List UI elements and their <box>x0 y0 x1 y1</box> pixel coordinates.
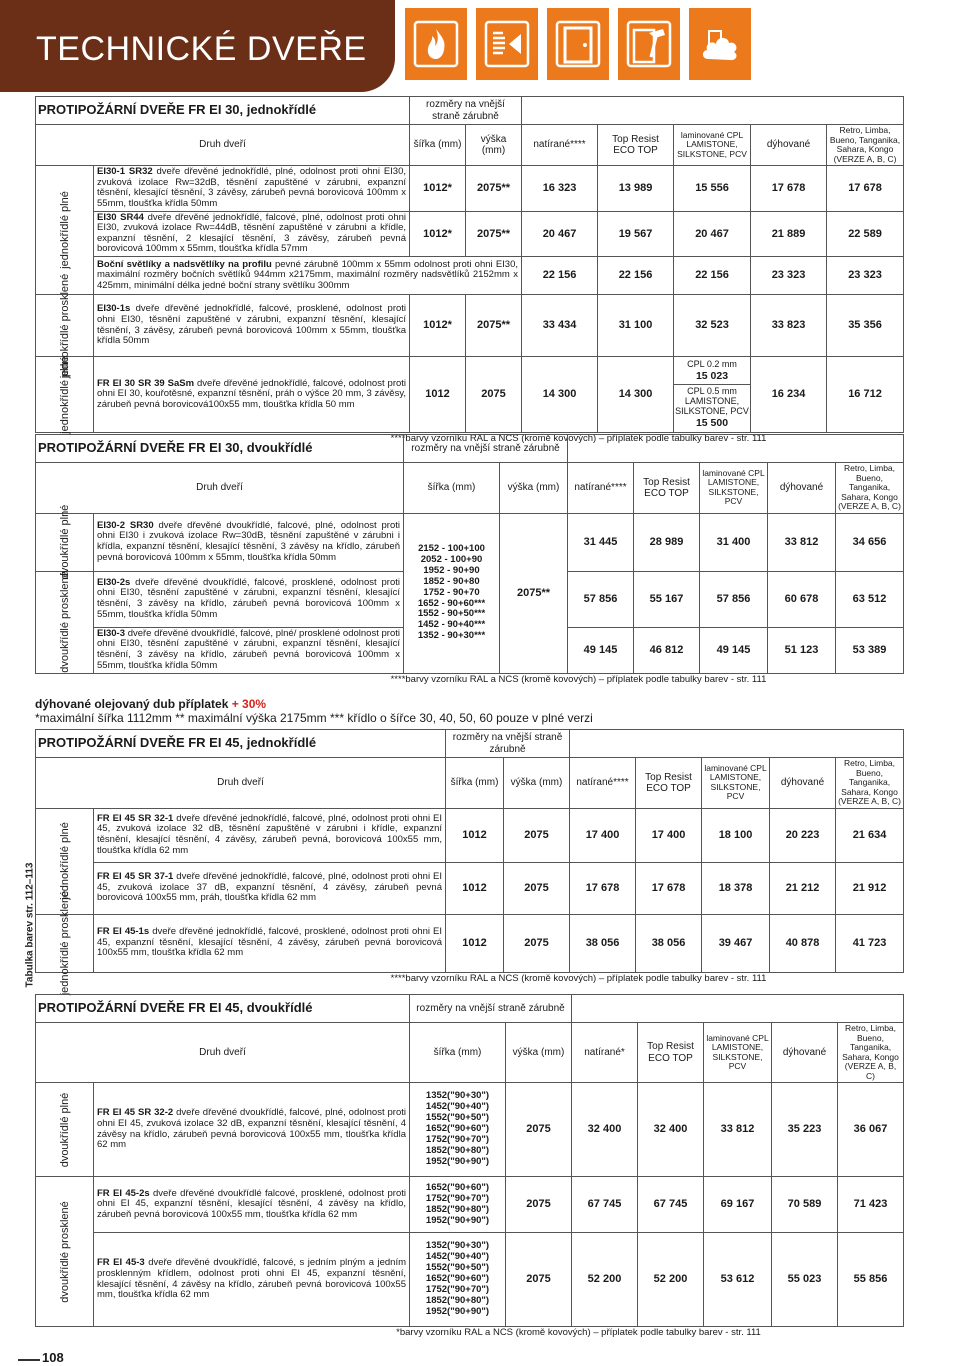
price-laminovane: 53 612 <box>704 1233 772 1327</box>
price-top-resist: 38 056 <box>636 914 702 972</box>
price-natirane: 38 056 <box>570 914 636 972</box>
price-retro: 71 423 <box>838 1177 904 1233</box>
header-retro: Retro, Limba, Bueno, Tanganika, Sahara, Kongo (VERZE A, B, C) <box>827 125 904 166</box>
cpl-02-price: 15 023 <box>674 370 750 385</box>
section-title: PROTIPOŽÁRNÍ DVEŘE FR EI 45, dvoukřídlé <box>36 995 410 1023</box>
price-retro: 22 589 <box>827 211 904 257</box>
price-retro: 35 356 <box>827 295 904 357</box>
header-laminovane: laminované CPL LAMISTONE, SILKSTONE, PCV <box>674 125 751 166</box>
price-top-resist: 17 678 <box>636 862 702 914</box>
group-label: dvoukřídlé prosklené <box>36 1177 94 1327</box>
product-description: EI30-2 SR30 dveře dřevěné dvoukřídlé, falcové, plné, odolnost proti ohni EI30 i zvuková izolace Rw=30dB, těsnění zapuštěné v zárubni i křídla, expanzní těsnění, klesající těsnění, 3 závěsy na křídlo, zárubeň pevná borovicová 100mm x 55mm, tloušťka křídla 50mm <box>94 513 404 571</box>
price-natirane: 57 856 <box>568 571 634 627</box>
header-top-resist: Top Resist ECO TOP <box>636 758 702 809</box>
height-value: 2075 <box>504 808 570 862</box>
height-value: 2075** <box>466 211 522 257</box>
header-sirka: šířka (mm) <box>410 125 466 166</box>
price-laminovane: 49 145 <box>700 627 768 673</box>
price-dyhovane: 20 223 <box>770 808 836 862</box>
cpl-02-label: CPL 0.2 mm <box>687 359 737 370</box>
price-top-resist: 55 167 <box>634 571 700 627</box>
header-sirka: šířka (mm) <box>410 1023 506 1083</box>
header-natirane: natírané**** <box>570 758 636 809</box>
page-title: TECHNICKÉ DVEŘE <box>36 30 367 68</box>
width-value: 1012 <box>446 914 504 972</box>
price-dyhovane: 55 023 <box>772 1233 838 1327</box>
header-laminovane: laminované CPL LAMISTONE, SILKSTONE, PCV <box>704 1023 772 1083</box>
product-description: EI30-3 dveře dřevěné dvoukřídlé, falcové, plné/ prosklené odolnost proti ohni EI30, těsnění zapuštěné v zárubni, expanzní těsnění, klesající těsnění, 3 závěsy na křídlo, zárubeň pevná borovicová 100mm x 55mm, tloušťka křídla 50mm <box>94 627 404 673</box>
width-values: 1652("90+60") 1752("90+70") 1852("90+80") 1952("90+90") <box>410 1177 506 1233</box>
price-top-resist: 28 989 <box>634 513 700 571</box>
page-number-bar <box>18 1359 40 1361</box>
price-laminovane: 20 467 <box>674 211 751 257</box>
width-values: 1352("90+30") 1452("90+40") 1552("90+50") 1652("90+60") 1752("90+70") 1852("90+80") 1952("90+90") <box>410 1233 506 1327</box>
header-dyhovane: dýhované <box>770 758 836 809</box>
price-retro: 53 389 <box>836 627 904 673</box>
price-natirane: 52 200 <box>572 1233 638 1327</box>
group-label: jednokřídlé plné <box>36 808 94 914</box>
product-description: FR EI 30 SR 39 SaSm dveře dřevěné jednokřídlé, falcové, odolnost proti ohni EI 30, kouřotěsné, expanzní těsnění, práh o výšce 20 mm, 3 závěsy, zárubeň pevná borovicová100x55 mm, tloušťka křídla 50 mm <box>94 357 410 433</box>
price-laminovane: 22 156 <box>674 257 751 295</box>
header-dyhovane: dýhované <box>751 125 827 166</box>
group-label: dvoukřídlé plné <box>36 513 94 571</box>
footnote: ****barvy vzorníku RAL a NCS (kromě kovových) – příplatek podle tabulky barev - str. 111 <box>390 673 767 685</box>
product-description: FR EI 45-3 dveře dřevěné dvoukřídlé, falcové, s jedním plným a jedním prosklenným křídlem, odolnost proti ohni EI 45, expanzní těsnění, klesající těsnění, 4 závěsy na křídlo, zárubeň pevná borovicová 100x55 mm, tloušťka křídla 62 mm <box>94 1233 410 1327</box>
price-laminovane: 33 812 <box>704 1083 772 1177</box>
section-title: PROTIPOŽÁRNÍ DVEŘE FR EI 30, dvoukřídlé <box>36 435 404 463</box>
product-description: EI30-1s dveře dřevěné jednokřídlé, falcové, prosklené, odolnost proti ohni EI30, těsnění zapuštěné v zárubni, expanzní těsnění, klesající těsnění, 3 závěsy, zárubeň pevná borovicová 100mm x 55mm, tloušťka křídla 50mm <box>94 295 410 357</box>
price-natirane: 33 434 <box>522 295 598 357</box>
group-label: dvoukřídlé plné <box>36 1083 94 1177</box>
header-retro: Retro, Limba, Bueno, Tanganika, Sahara, Kongo (VERZE A, B, C) <box>836 463 904 514</box>
price-natirane: 22 156 <box>522 257 598 295</box>
header-druh: Druh dveří <box>36 758 446 809</box>
fire-icon <box>405 8 467 80</box>
width-value: 1012 <box>446 862 504 914</box>
price-retro: 63 512 <box>836 571 904 627</box>
product-description: EI30 SR44 dveře dřevěné jednokřídlé, falcové, plné, odolnost proti ohni EI30, zvuková izolace Rw=44dB, těsnění zapuštěné v zárubni a křídle, expanzní těsnění, 2 klesající těsnění, 3 závěsy, zárubeň pevná borovicová 100mm x 55mm, tloušťka křídla 57mm <box>94 211 410 257</box>
price-retro: 16 712 <box>827 357 904 433</box>
header-druh: Druh dveří <box>36 463 404 514</box>
cpl-05-price: 15 500 <box>695 417 729 430</box>
group-label: jednokřídlé plné <box>36 166 94 295</box>
price-top-resist: 46 812 <box>634 627 700 673</box>
price-dyhovane: 33 823 <box>751 295 827 357</box>
group-label: jednokřídlé plné <box>36 357 94 433</box>
price-laminovane: 39 467 <box>702 914 770 972</box>
price-dyhovane: 40 878 <box>770 914 836 972</box>
price-dyhovane: 21 889 <box>751 211 827 257</box>
section-title: PROTIPOŽÁRNÍ DVEŘE FR EI 45, jednokřídlé <box>36 730 446 758</box>
header-rozmery: rozměry na vnější straně zárubně <box>404 435 568 463</box>
price-natirane: 16 323 <box>522 166 598 212</box>
price-laminovane: 18 100 <box>702 808 770 862</box>
header-vyska: výška (mm) <box>466 125 522 166</box>
height-value: 2075** <box>500 513 568 673</box>
table-ei30-single <box>35 96 904 446</box>
price-top-resist: 31 100 <box>598 295 674 357</box>
height-value: 2075 <box>506 1177 572 1233</box>
header-top-resist: Top Resist ECO TOP <box>634 463 700 514</box>
table-ei30-double <box>35 434 904 686</box>
price-natirane: 17 678 <box>570 862 636 914</box>
width-values: 1352("90+30") 1452("90+40") 1552("90+50") 1652("90+60") 1752("90+70") 1852("90+80") 1952("90+90") <box>410 1083 506 1177</box>
header-vyska: výška (mm) <box>504 758 570 809</box>
price-top-resist: 52 200 <box>638 1233 704 1327</box>
height-value: 2075 <box>506 1233 572 1327</box>
price-dyhovane: 21 212 <box>770 862 836 914</box>
width-value: 1012 <box>410 357 466 433</box>
price-laminovane: 18 378 <box>702 862 770 914</box>
width-values: 2152 - 100+100 2052 - 100+90 1952 - 90+90 1852 - 90+80 1752 - 90+70 1652 - 90+60*** 1552 - 90+50*** 1452 - 90+40*** 1352 - 90+30*** <box>404 513 500 673</box>
header-top-resist: Top Resist ECO TOP <box>638 1023 704 1083</box>
header-vyska: výška (mm) <box>500 463 568 514</box>
header-retro: Retro, Limba, Bueno, Tanganika, Sahara, Kongo (VERZE A, B, C) <box>838 1023 904 1083</box>
header-laminovane: laminované CPL LAMISTONE, SILKSTONE, PCV <box>700 463 768 514</box>
price-dyhovane: 51 123 <box>768 627 836 673</box>
price-natirane: 14 300 <box>522 357 598 433</box>
footnote: ****barvy vzorníku RAL a NCS (kromě kovových) – příplatek podle tabulky barev - str. 111 <box>390 433 767 445</box>
price-natirane: 31 445 <box>568 513 634 571</box>
header-vyska: výška (mm) <box>506 1023 572 1083</box>
group-label: jednokřídlé prosklené <box>36 914 94 972</box>
price-retro: 17 678 <box>827 166 904 212</box>
product-description: FR EI 45 SR 32-2 dveře dřevěné dvoukřídlé, falcové, plné, odolnost proti ohni EI 45, zvuková izolace 32 dB, expanzní těsnění, klesající těsnění, 4 závěsy na křídlo, zárubeň pevná borovicová 100x55 mm, tloušťka křídla 62 mm <box>94 1083 410 1177</box>
price-dyhovane: 23 323 <box>751 257 827 295</box>
price-top-resist: 17 400 <box>636 808 702 862</box>
table-ei45-single <box>35 729 904 996</box>
group-label: jednokřídlé prosklené <box>36 295 94 357</box>
header-rozmery: rozměry na vnější straně zárubně <box>410 995 572 1023</box>
header-natirane: natírané**** <box>522 125 598 166</box>
price-retro: 34 656 <box>836 513 904 571</box>
header-banner <box>0 0 395 92</box>
price-dyhovane: 16 234 <box>751 357 827 433</box>
footnote: *barvy vzorníku RAL a NCS (kromě kovových) – příplatek podle tabulky barev - str. 111 <box>396 1327 761 1339</box>
price-top-resist: 67 745 <box>638 1177 704 1233</box>
height-value: 2075** <box>466 295 522 357</box>
price-natirane: 67 745 <box>572 1177 638 1233</box>
price-retro: 36 067 <box>838 1083 904 1177</box>
page-number: 108 <box>42 1350 64 1365</box>
header-dyhovane: dýhované <box>772 1023 838 1083</box>
price-dyhovane: 35 223 <box>772 1083 838 1177</box>
price-dyhovane: 17 678 <box>751 166 827 212</box>
height-value: 2075** <box>466 166 522 212</box>
header-dyhovane: dýhované <box>768 463 836 514</box>
product-description: FR EI 45-2s dveře dřevěné dvoukřídlé falcové, prosklené, odolnost proti ohni EI 45, expanzní těsnění, klesající těsnění, 4 závěsy na křídlo, zárubeň pevná borovicová 100x55 mm, tloušťka křídla 62 mm <box>94 1177 410 1233</box>
width-value: 1012* <box>410 295 466 357</box>
height-value: 2075 <box>504 862 570 914</box>
price-natirane: 49 145 <box>568 627 634 673</box>
price-laminovane: 31 400 <box>700 513 768 571</box>
price-laminovane: 69 167 <box>704 1177 772 1233</box>
height-value: 2075 <box>504 914 570 972</box>
price-laminovane: 32 523 <box>674 295 751 357</box>
price-dyhovane: 60 678 <box>768 571 836 627</box>
price-top-resist: 14 300 <box>598 357 674 433</box>
acoustic-icon <box>476 8 538 80</box>
product-description: Boční světlíky a nadsvětlíky na profilu pevné zárubně 100mm x 55mm odolnost proti ohni EI30, maximální rozměry bočních světlíků 944mm x2175mm, maximální rozměry nadsvětlíků 2152mm x 425mm, minimální délka jedné boční strany světlíku 300mm <box>94 257 522 295</box>
height-value: 2075 <box>466 357 522 433</box>
price-dyhovane: 70 589 <box>772 1177 838 1233</box>
price-top-resist: 22 156 <box>598 257 674 295</box>
price-natirane: 32 400 <box>572 1083 638 1177</box>
door-hammer-icon <box>618 8 680 80</box>
product-description: EI30-1 SR32 dveře dřevěné jednokřídlé, plné, odolnost proti ohni EI30, zvuková izolace Rw=32dB, těsnění zapuštěné v zárubni, expanzní těsnění, klesající těsnění, 3 závěsy, zárubeň pevná borovicová 100mm x 55mm, tloušťka křídla 50mm <box>94 166 410 212</box>
cpl-05-label: CPL 0.5 mm LAMISTONE, SILKSTONE, PCV <box>675 385 749 417</box>
category-icons <box>405 8 751 80</box>
header-top-resist: Top Resist ECO TOP <box>598 125 674 166</box>
product-description: EI30-2s dveře dřevěné dvoukřídlé, falcové, prosklené, odolnost proti ohni EI30, těsnění zapuštěné v zárubni, expanzní těsnění, klesající těsnění, 3 závěsy na křídlo, zárubeň pevná borovicová 100mm x 55mm, tloušťka křídla 50mm <box>94 571 404 627</box>
table-ei45-double <box>35 994 904 1340</box>
price-dyhovane: 33 812 <box>768 513 836 571</box>
product-description: FR EI 45 SR 32-1 dveře dřevěné jednokřídlé, falcové, plné, odolnost proti ohni EI 45, zvuková izolace 32 dB, těsnění zapuštěné v zárubni i křídle, expanzní těsnění, klesající těsnění, 4 závěsy, zárubeň pevná, borovicová 100x55 mm, tloušťka křídla 62 mm <box>94 808 446 862</box>
price-top-resist: 13 989 <box>598 166 674 212</box>
price-laminovane: 57 856 <box>700 571 768 627</box>
price-top-resist: 32 400 <box>638 1083 704 1177</box>
smoke-icon <box>689 8 751 80</box>
product-description: FR EI 45-1s dveře dřevěné jednokřídlé, falcové, prosklené, odolnost proti ohni EI 45, expanzní těsnění, klesající těsnění, 4 závěsy, zárubeň pevná borovicová 100x55 mm, tloušťka křídla 62 mm <box>94 914 446 972</box>
section-title: PROTIPOŽÁRNÍ DVEŘE FR EI 30, jednokřídlé <box>36 97 410 125</box>
size-note: *maximální šířka 1112mm ** maximální výška 2175mm *** křídlo o šířce 30, 40, 50, 60 pouze v plné verzi <box>35 711 593 725</box>
product-description: FR EI 45 SR 37-1 dveře dřevěné jednokřídlé, falcové, plné, odolnost proti ohni EI 45, zvuková izolace 37 dB, expanzní těsnění, 4 závěsy, zárubeň pevná borovicová 100x55 mm, práh, tloušťka křídla 62 mm <box>94 862 446 914</box>
door-icon <box>547 8 609 80</box>
price-retro: 41 723 <box>836 914 904 972</box>
width-value: 1012* <box>410 211 466 257</box>
price-retro: 55 856 <box>838 1233 904 1327</box>
price-retro: 21 634 <box>836 808 904 862</box>
height-value: 2075 <box>506 1083 572 1177</box>
header-laminovane: laminované CPL LAMISTONE, SILKSTONE, PCV <box>702 758 770 809</box>
price-laminovane-variants <box>674 357 751 433</box>
header-natirane: natírané* <box>572 1023 638 1083</box>
veneer-note: dýhované olejovaný dub příplatek + 30% <box>35 697 267 711</box>
price-laminovane: 15 556 <box>674 166 751 212</box>
header-sirka: šířka (mm) <box>404 463 500 514</box>
header-sirka: šířka (mm) <box>446 758 504 809</box>
width-value: 1012* <box>410 166 466 212</box>
price-retro: 23 323 <box>827 257 904 295</box>
price-natirane: 20 467 <box>522 211 598 257</box>
header-rozmery: rozměry na vnější straně zárubně <box>410 97 522 125</box>
price-retro: 21 912 <box>836 862 904 914</box>
side-label: Tabulka barev str. 112–113 <box>24 862 36 988</box>
price-top-resist: 19 567 <box>598 211 674 257</box>
width-value: 1012 <box>446 808 504 862</box>
header-druh: Druh dveří <box>36 1023 410 1083</box>
group-label: dvoukřídlé prosklené <box>36 571 94 673</box>
header-natirane: natírané**** <box>568 463 634 514</box>
footnote: ****barvy vzorníku RAL a NCS (kromě kovových) – příplatek podle tabulky barev - str. 111 <box>390 972 767 984</box>
header-druh: Druh dveří <box>36 125 410 166</box>
price-natirane: 17 400 <box>570 808 636 862</box>
header-rozmery: rozměry na vnější straně zárubně <box>446 730 570 758</box>
header-retro: Retro, Limba, Bueno, Tanganika, Sahara, Kongo (VERZE A, B, C) <box>836 758 904 809</box>
